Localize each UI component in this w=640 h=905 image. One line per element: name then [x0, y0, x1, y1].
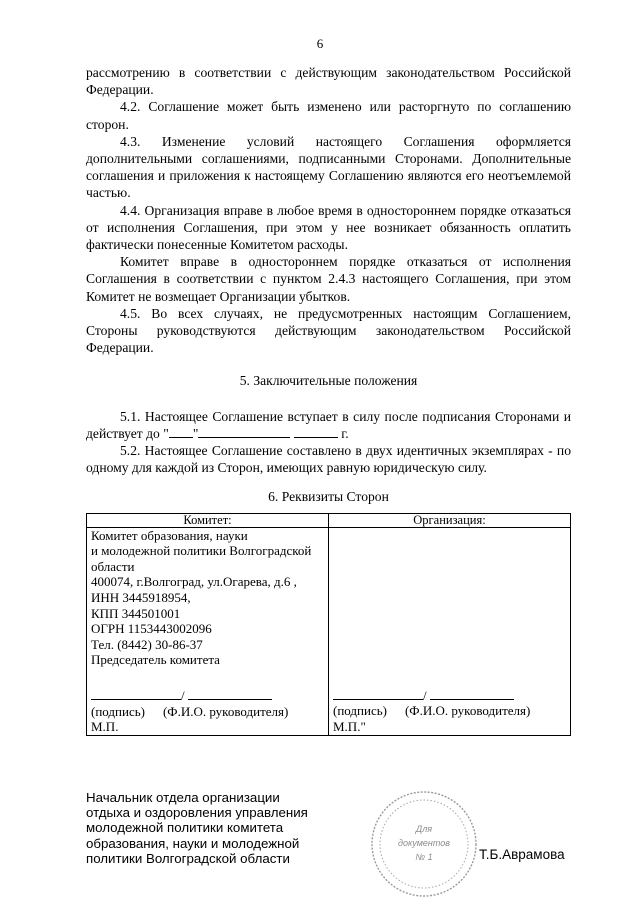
signatory-name: Т.Б.Аврамова [479, 847, 565, 862]
organization-signature-line: / [333, 688, 566, 704]
svg-text:Для: Для [415, 824, 433, 834]
section-5-heading: 5. Заключительные положения [239, 373, 418, 389]
paragraph-5-2: 5.2. Настоящее Соглашение составлено в двух идентичных экземплярах - по одному для каждой из Сторон, имеющих равную юридическую силу. [86, 443, 571, 476]
month-blank [198, 425, 290, 438]
page-number: 6 [316, 36, 324, 51]
svg-text:документов: документов [398, 838, 450, 848]
organization-signature-captions: (подпись) (Ф.И.О. руководителя) [333, 703, 531, 719]
committee-cell: Комитет образования, науки и молодежной политики Волгоградской области 400074, г.Волгоград, ул.Огарева, д.6 , ИНН 3445918954, КПП 344501001 ОГРН 1153443002096 Тел. (8442) 30-86-37 Председатель комитета / (подпись) (Ф.И.О. руководителя) М.П. [87, 527, 329, 735]
paragraph-continuation: рассмотрению в соответствии с действующим законодательством Российской Федерации. [86, 65, 571, 98]
committee-signature-line: / [91, 688, 324, 704]
seal-stamp [368, 788, 480, 900]
paragraph-4-2: 4.2. Соглашение может быть изменено или расторгнуто по соглашению сторон. [86, 99, 571, 132]
paragraph-committee-refusal: Комитет вправе в одностороннем порядке отказаться от исполнения Соглашения в соответствии с пунктом 2.4.3 настоящего Соглашения, при этом Комитет не возмещает Организации убытков. [86, 254, 571, 304]
organization-header: Организация: [329, 513, 571, 527]
committee-signature-captions: (подпись) (Ф.И.О. руководителя) [91, 703, 289, 719]
day-blank [169, 425, 193, 438]
committee-header: Комитет: [87, 513, 329, 527]
paragraph-4-3: 4.3. Изменение условий настоящего Соглашения оформляется дополнительными соглашениями, подписанными Сторонами. Дополнительные соглашения и приложения к настоящему Соглашению являются его неотъемлемой частью. [86, 133, 571, 201]
paragraph-4-4: 4.4. Организация вправе в любое время в одностороннем порядке отказаться от исполнения Соглашения, при этом у нее возникает обязанность оплатить фактически понесенные Комитетом расходы. [86, 202, 571, 253]
svg-text:№ 1: № 1 [415, 852, 433, 862]
committee-stamp-place: М.П. [91, 719, 119, 735]
organization-stamp-place: М.П." [333, 718, 366, 734]
organization-cell [329, 527, 571, 735]
signatory-title: Начальник отдела организации отдыха и оздоровления управления молодежной политики комитета образования, науки и молодежной политики Волгоградской области [86, 790, 308, 866]
document-body [86, 64, 571, 736]
paragraph-5-1: 5.1. Настоящее Соглашение вступает в силу после подписания Сторонами и действует до " " г. [86, 408, 571, 441]
requisites-table [86, 513, 571, 736]
paragraph-4-5: 4.5. Во всех случаях, не предусмотренных настоящим Соглашением, Стороны руководствуются действующим законодательством Российской Федерации. [86, 305, 571, 356]
year-blank [294, 425, 338, 438]
section-6-heading: 6. Реквизиты Сторон [268, 489, 389, 505]
